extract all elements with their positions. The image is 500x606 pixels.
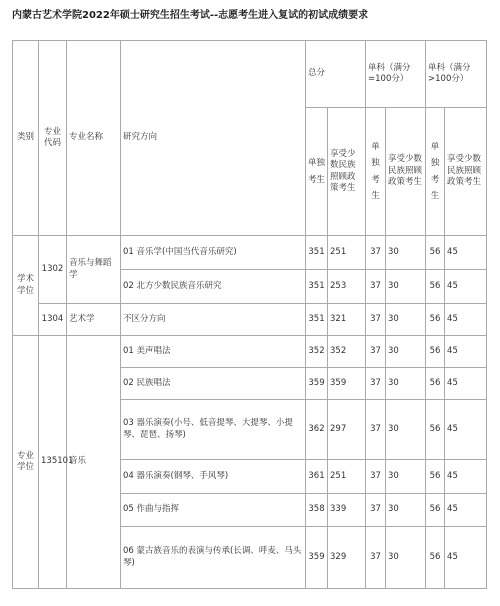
header-total-normal: 单独考生 [306, 108, 328, 236]
score-total-normal: 358 [306, 494, 328, 527]
score-single1-normal: 37 [366, 400, 386, 460]
score-single2-minority: 45 [445, 494, 487, 527]
score-single2-normal: 56 [426, 304, 445, 336]
direction: 01 音乐学(中国当代音乐研究) [121, 236, 306, 270]
score-single2-normal: 56 [426, 236, 445, 270]
header-row-1 [13, 41, 487, 108]
header-category: 类别 [13, 41, 39, 236]
score-total-normal: 359 [306, 527, 328, 589]
header-single1-minority: 享受少数民族照顾政策考生 [386, 108, 426, 236]
header-major-code: 专业代码 [39, 41, 67, 236]
major-name: 音乐 [67, 336, 121, 589]
score-total-normal: 351 [306, 270, 328, 304]
score-single2-minority: 45 [445, 270, 487, 304]
direction: 03 器乐演奏(小号、低音提琴、大提琴、小提琴、琵琶、扬琴) [121, 400, 306, 460]
score-single2-minority: 45 [445, 336, 487, 368]
table-row [13, 336, 487, 368]
header-direction: 研究方向 [121, 41, 306, 236]
header-single2-minority: 享受少数民族照顾政策考生 [445, 108, 487, 236]
major-code: 1304 [39, 304, 67, 336]
direction: 05 作曲与指挥 [121, 494, 306, 527]
major-code: 1302 [39, 236, 67, 304]
score-single1-minority: 30 [386, 494, 426, 527]
header-total-minority: 享受少数民族照顾政策考生 [328, 108, 366, 236]
score-single2-normal: 56 [426, 460, 445, 494]
score-total-normal: 351 [306, 304, 328, 336]
score-single1-normal: 37 [366, 368, 386, 400]
group-academic: 学术学位 [13, 236, 39, 336]
score-single1-minority: 30 [386, 270, 426, 304]
score-single1-normal: 37 [366, 304, 386, 336]
score-single1-normal: 37 [366, 236, 386, 270]
score-single1-normal: 37 [366, 270, 386, 304]
score-single2-normal: 56 [426, 270, 445, 304]
score-total-minority: 251 [328, 236, 366, 270]
score-single2-minority: 45 [445, 368, 487, 400]
header-single2-normal: 单独考生 [426, 108, 445, 236]
direction: 01 美声唱法 [121, 336, 306, 368]
score-single1-minority: 30 [386, 527, 426, 589]
header-total: 总分 [306, 41, 366, 108]
score-single2-minority: 45 [445, 460, 487, 494]
header-major-name: 专业名称 [67, 41, 121, 236]
direction: 04 器乐演奏(钢琴、手风琴) [121, 460, 306, 494]
header-single-over-100: 单科（满分>100分） [426, 41, 487, 108]
score-total-normal: 362 [306, 400, 328, 460]
score-total-minority: 251 [328, 460, 366, 494]
direction: 不区分方向 [121, 304, 306, 336]
group-professional: 专业学位 [13, 336, 39, 589]
score-total-minority: 329 [328, 527, 366, 589]
score-single2-normal: 56 [426, 527, 445, 589]
score-total-normal: 359 [306, 368, 328, 400]
major-name: 音乐与舞蹈学 [67, 236, 121, 304]
score-single2-normal: 56 [426, 336, 445, 368]
score-single1-normal: 37 [366, 460, 386, 494]
score-single1-normal: 37 [366, 494, 386, 527]
score-total-normal: 351 [306, 236, 328, 270]
table-row [13, 236, 487, 270]
page-title: 内蒙古艺术学院2022年硕士研究生招生考试--志愿考生进入复试的初试成绩要求 [12, 10, 369, 21]
direction: 02 北方少数民族音乐研究 [121, 270, 306, 304]
score-single2-minority: 45 [445, 304, 487, 336]
score-total-minority: 359 [328, 368, 366, 400]
header-single1-normal: 单独考生 [366, 108, 386, 236]
score-total-normal: 361 [306, 460, 328, 494]
score-single1-normal: 37 [366, 527, 386, 589]
major-code: 135101 [39, 336, 67, 589]
direction: 02 民族唱法 [121, 368, 306, 400]
score-single2-normal: 56 [426, 494, 445, 527]
major-name: 艺术学 [67, 304, 121, 336]
score-total-normal: 352 [306, 336, 328, 368]
score-single1-minority: 30 [386, 368, 426, 400]
score-total-minority: 253 [328, 270, 366, 304]
table-row [13, 304, 487, 336]
score-total-minority: 352 [328, 336, 366, 368]
score-single2-minority: 45 [445, 236, 487, 270]
score-single2-normal: 56 [426, 400, 445, 460]
score-total-minority: 321 [328, 304, 366, 336]
direction: 06 蒙古族音乐的表演与传承(长调、呼麦、马头琴) [121, 527, 306, 589]
score-single1-minority: 30 [386, 304, 426, 336]
score-requirements-table [12, 40, 487, 589]
score-single2-minority: 45 [445, 400, 487, 460]
score-total-minority: 297 [328, 400, 366, 460]
score-single2-normal: 56 [426, 368, 445, 400]
score-single2-minority: 45 [445, 527, 487, 589]
score-single1-minority: 30 [386, 236, 426, 270]
score-single1-normal: 37 [366, 336, 386, 368]
score-total-minority: 339 [328, 494, 366, 527]
header-single-100: 单科（满分=100分） [366, 41, 426, 108]
score-single1-minority: 30 [386, 460, 426, 494]
score-single1-minority: 30 [386, 400, 426, 460]
score-single1-minority: 30 [386, 336, 426, 368]
